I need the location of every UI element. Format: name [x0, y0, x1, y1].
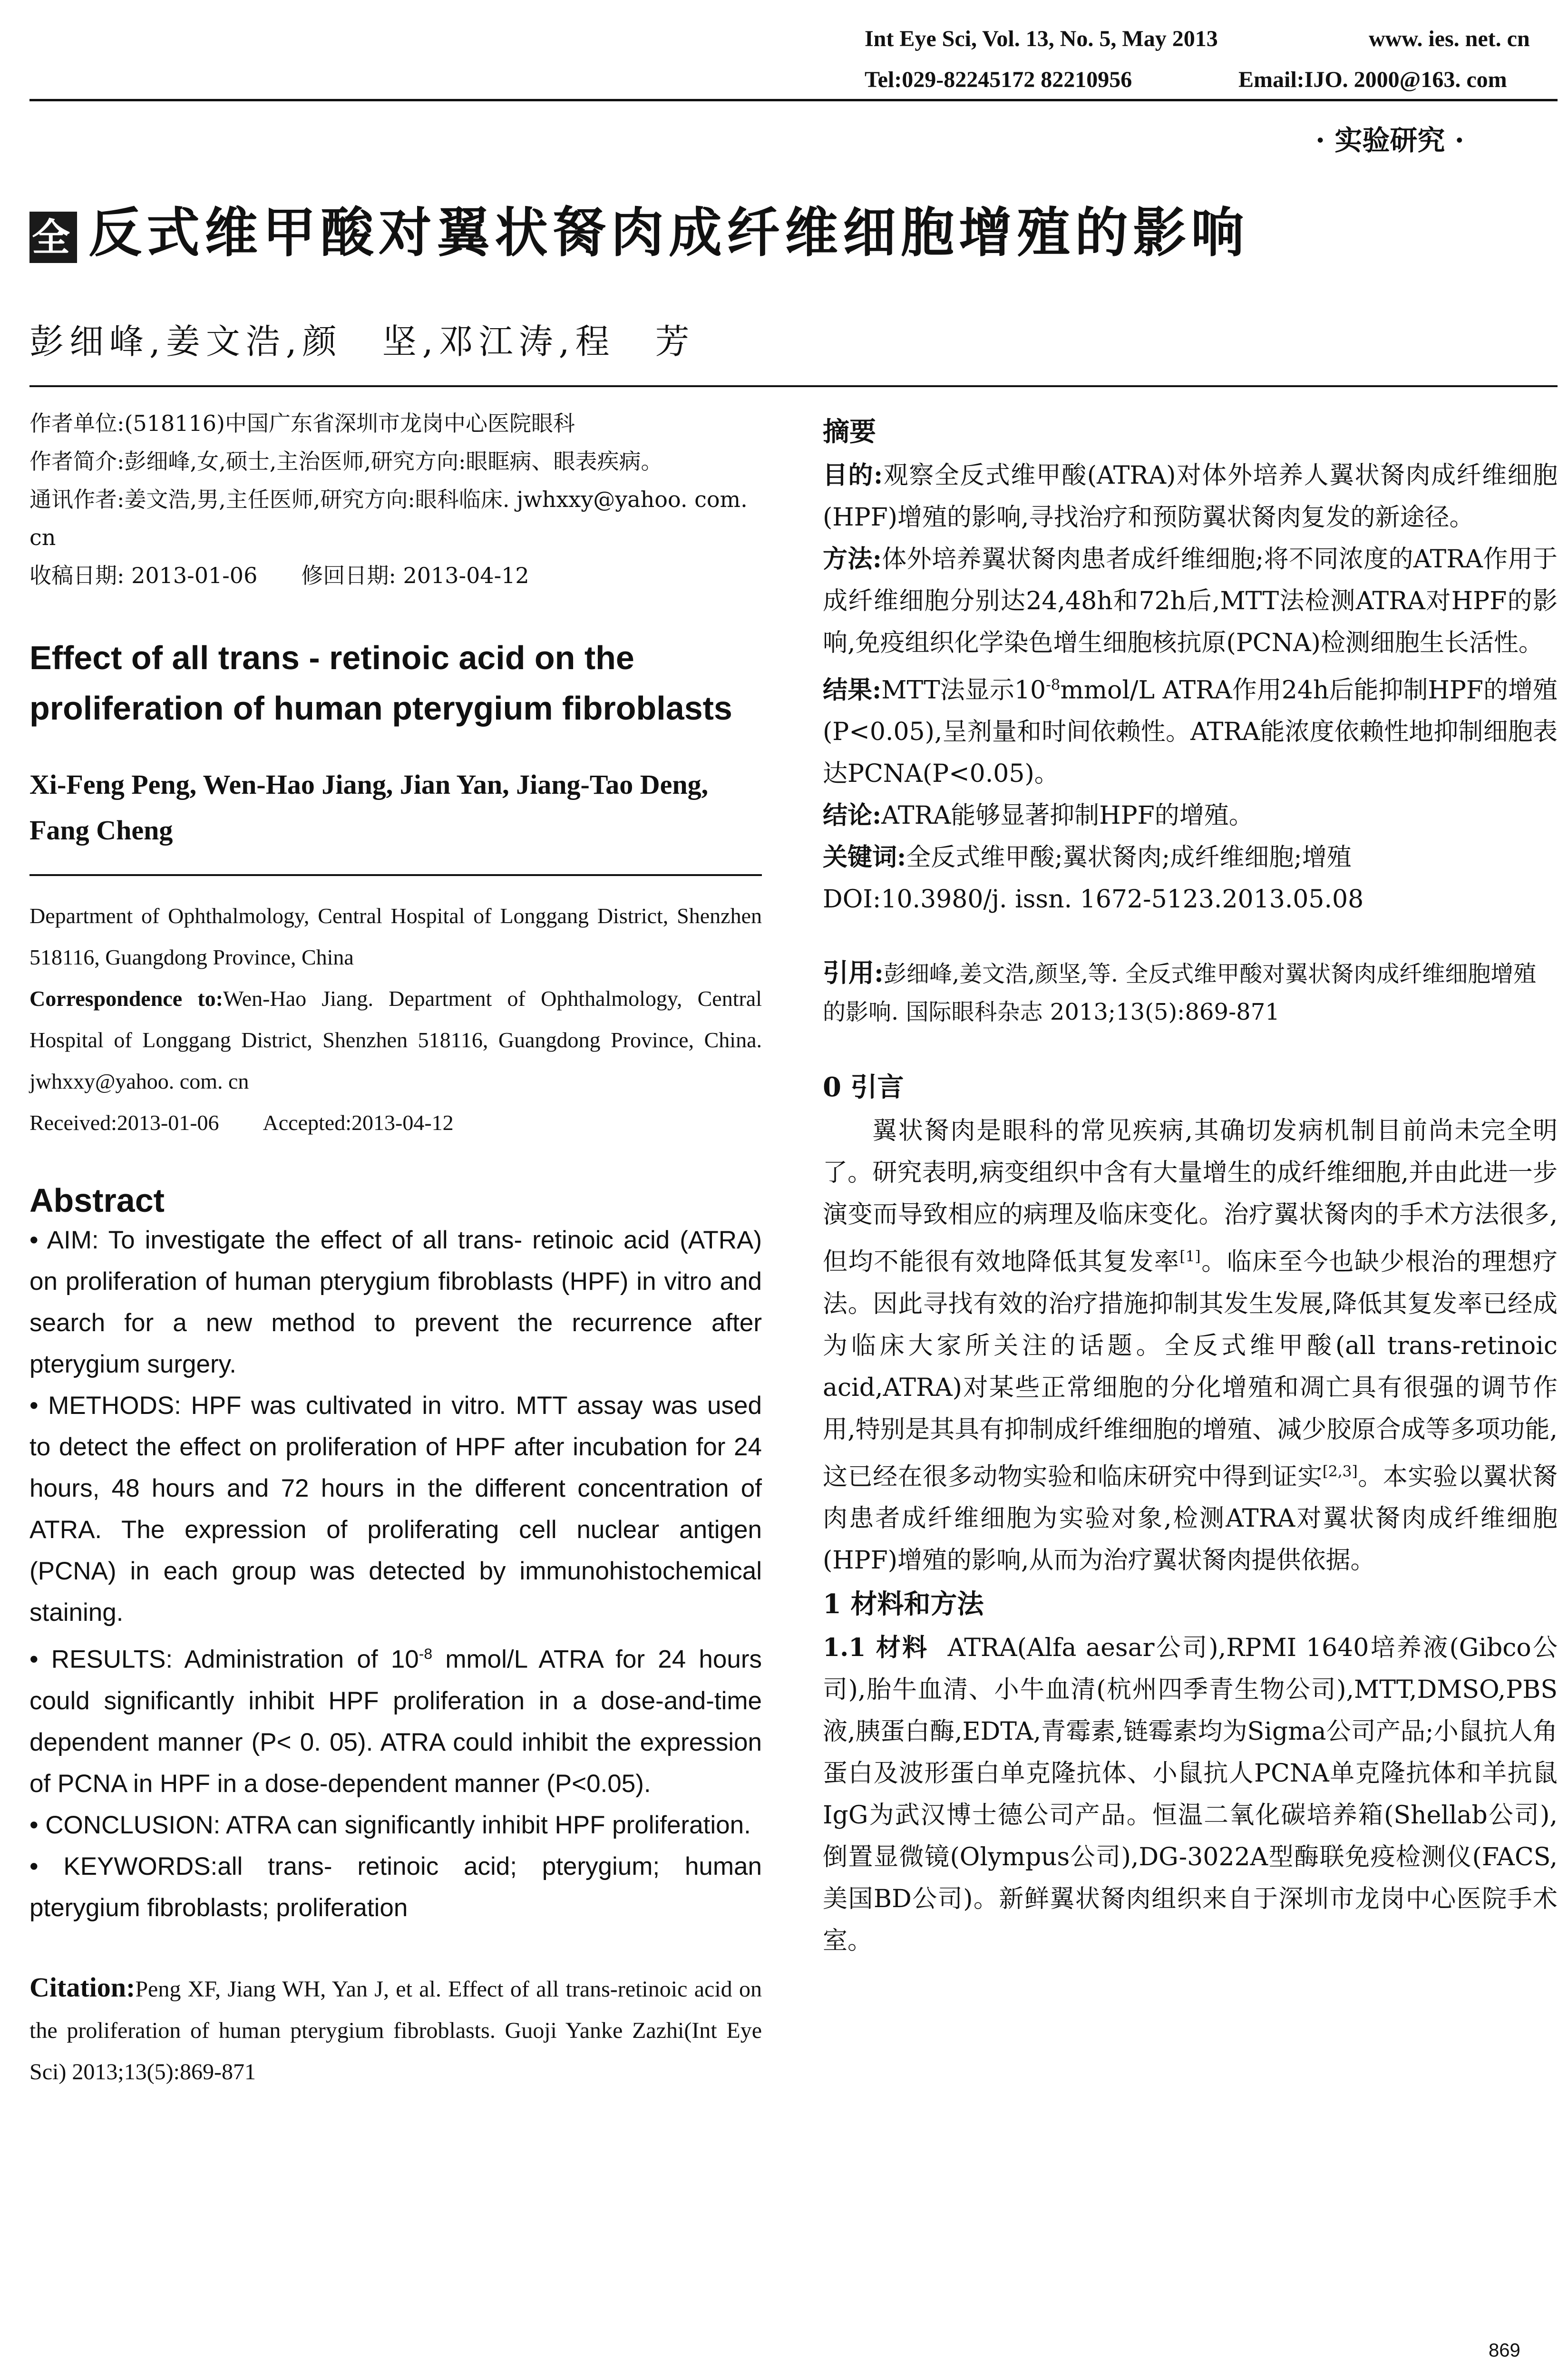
zh-aim-text: 观察全反式维甲酸(ATRA)对体外培养人翼状胬肉成纤维细胞(HPF)增殖的影响,寻找治疗和预防翼状胬肉复发的新途径。: [823, 461, 1558, 532]
english-authors-rule: [29, 874, 762, 876]
authors-rule: [29, 385, 1558, 387]
correspondence-label: Correspondence to:: [29, 986, 223, 1011]
intro-text-a: 翼状胬肉是眼科的常见疾病,其确切发病机制目前尚未完全明了。研究表明,病变组织中含有大量增生的成纤维细胞,并由此进一步演变而导致相应的病理及临床变化。治疗翼状胬肉的手术方法很多,但均不能很有效地降低其复发率: [823, 1117, 1558, 1276]
journal-tel: Tel:029-82245172 82210956: [865, 67, 1132, 92]
english-department: Department of Ophthalmology, Central Hospital of Longgang District, Shenzhen 518116, Guangdong Province, China: [29, 904, 762, 969]
abstract-results: [29, 1633, 762, 1804]
abstract-conclusion: • CONCLUSION: ATRA can significantly inhibit HPF proliferation.: [29, 1811, 751, 1839]
author-unit: 作者单位:(518116)中国广东省深圳市龙岗中心医院眼科: [29, 410, 575, 436]
zh-aim-label: 目的:: [823, 461, 883, 490]
page-title: [29, 200, 1551, 266]
zh-results: [823, 664, 1558, 795]
section-label: · 实验研究 ·: [1315, 124, 1464, 156]
intro-text-c: 。本实验以翼状胬肉患者成纤维细胞为实验对象,检测ATRA对翼状胬肉成纤维细胞(HPF)增殖的影响,从而为治疗翼状胬肉提供依据。: [823, 1462, 1558, 1575]
correspondence-text: Wen-Hao Jiang. Department of Ophthalmology, Central Hospital of Longgang District, Shenzhen 518116, Guangdong Province, China. jwhxxy@yahoo. com. cn: [29, 986, 762, 1093]
author-intro: 作者简介:彭细峰,女,硕士,主治医师,研究方向:眼眶病、眼表疾病。: [29, 448, 663, 474]
intro-heading: 0 引言: [823, 1072, 904, 1103]
zh-results-label: 结果:: [823, 675, 882, 705]
intro-ref-1: [1]: [1179, 1248, 1201, 1266]
materials-paragraph: [823, 1627, 1558, 1962]
abstract-results-post: mmol/L ATRA for 24 hours could significantly inhibit HPF proliferation in a dose-and-time dependent manner (P< 0. 05). ATRA could inhibit the expression of PCNA in HPF in a dose-dependent manner (P<0.05).: [29, 1645, 762, 1798]
intro-ref-2: [2,3]: [1322, 1462, 1358, 1480]
header-rule: [29, 99, 1558, 101]
corresponding-author: 通讯作者:姜文浩,男,主任医师,研究方向:眼科临床. jwhxxy@yahoo. com. cn: [29, 487, 748, 550]
abstract-results-pre: • RESULTS: Administration of 10: [29, 1645, 419, 1674]
right-column: [823, 409, 1558, 1962]
title-badge: 全: [29, 212, 77, 263]
authors-cn: 彭细峰,姜文浩,颜 坚,邓江涛,程 芳: [29, 321, 695, 361]
zh-methods-label: 方法:: [823, 545, 882, 574]
submission-dates: 收稿日期: 2013-01-06 修回日期: 2013-04-12: [29, 563, 529, 588]
zh-methods: [823, 538, 1558, 664]
journal-website: www. ies. net. cn: [1369, 26, 1530, 51]
zh-doi: DOI:10.3980/j. issn. 1672-5123.2013.05.08: [823, 885, 1364, 914]
materials-label: 1.1 材料: [823, 1633, 929, 1662]
english-title: Effect of all trans - retinoic acid on the proliferation of human pterygium fibroblasts: [29, 639, 732, 727]
zh-aim: [823, 455, 1558, 538]
zh-abstract-heading: 摘要: [823, 416, 876, 448]
journal-line: Int Eye Sci, Vol. 13, No. 5, May 2013: [865, 26, 1218, 51]
citation-cn-label: 引用:: [823, 957, 884, 988]
page-number: 869: [1489, 2340, 1520, 2361]
english-received: Received:2013-01-06 Accepted:2013-04-12: [29, 1111, 454, 1135]
citation-en: [29, 1967, 762, 2093]
zh-results-pre: MTT法显示10: [881, 676, 1046, 705]
zh-keywords-label: 关键词:: [823, 843, 906, 872]
zh-results-post: mmol/L ATRA作用24h后能抑制HPF的增殖(P<0.05),呈剂量和时间依赖性。ATRA能浓度依赖性地抑制细胞表达PCNA(P<0.05)。: [823, 676, 1558, 789]
english-correspondence: [29, 978, 762, 1102]
journal-email: Email:IJO. 2000@163. com: [1238, 67, 1507, 92]
materials-text: ATRA(Alfa aesar公司),RPMI 1640培养液(Gibco公司),胎牛血清、小牛血清(杭州四季青生物公司),MTT,DMSO,PBS液,胰蛋白酶,EDTA,青霉素,链霉素均为Sigma公司产品;小鼠抗人角蛋白及波形蛋白单克隆抗体、小鼠抗人PCNA单克隆抗体和羊抗鼠IgG为武汉博士德公司产品。恒温二氧化碳培养箱(Shellab公司),倒置显微镜(Olympus公司),DG-3022A型酶联免疫检测仪(FACS,美国BD公司)。新鲜翼状胬肉组织来自于深圳市龙岗中心医院手术室。: [823, 1633, 1558, 1955]
zh-conclusion-text: ATRA能够显著抑制HPF的增殖。: [881, 801, 1254, 830]
intro-paragraph: [823, 1110, 1558, 1581]
abstract-results-sup: -8: [419, 1645, 433, 1662]
left-column: [29, 404, 762, 2093]
zh-conclusion-label: 结论:: [823, 801, 882, 830]
citation-en-label: Citation:: [29, 1971, 136, 2003]
title-text: 反式维甲酸对翼状胬肉成纤维细胞增殖的影响: [88, 202, 1249, 264]
citation-cn: [823, 954, 1558, 1031]
abstract-methods: • METHODS: HPF was cultivated in vitro. MTT assay was used to detect the effect on proliferation of HPF after incubation for 24 hours, 48 hours and 72 hours in the different concentration of ATRA. The expression of proliferating cell nuclear antigen (PCNA) in each group was detected by immunohistochemical staining.: [29, 1392, 762, 1627]
english-authors: Xi-Feng Peng, Wen-Hao Jiang, Jian Yan, Jiang-Tao Deng, Fang Cheng: [29, 769, 709, 846]
abstract-aim: • AIM: To investigate the effect of all trans- retinoic acid (ATRA) on proliferation of human pterygium fibroblasts (HPF) in vitro and search for a new method to prevent the recurrence after pterygium surgery.: [29, 1226, 762, 1378]
zh-results-sup: -8: [1046, 676, 1061, 693]
abstract-heading: Abstract: [29, 1182, 165, 1219]
citation-cn-text: 彭细峰,姜文浩,颜坚,等. 全反式维甲酸对翼状胬肉成纤维细胞增殖的影响. 国际眼科杂志 2013;13(5):869-871: [823, 961, 1537, 1026]
zh-keywords: [823, 837, 1558, 878]
zh-methods-text: 体外培养翼状胬肉患者成纤维细胞;将不同浓度的ATRA作用于成纤维细胞分别达24,48h和72h后,MTT法检测ATRA对HPF的影响,免疫组织化学染色增生细胞核抗原(PCNA)检测细胞生长活性。: [823, 545, 1558, 657]
intro-text-b: 。临床至今也缺少根治的理想疗法。因此寻找有效的治疗措施抑制其发生发展,降低其复发率已经成为临床大家所关注的话题。全反式维甲酸(all trans-retinoic acid,ATRA)对某些正常细胞的分化增殖和凋亡具有很强的调节作用,特别是其具有抑制成纤维细胞的增殖、减少胶原合成等多项功能,这已经在很多动物实验和临床研究中得到证实: [823, 1247, 1558, 1491]
citation-en-text: Peng XF, Jiang WH, Yan J, et al. Effect of all trans-retinoic acid on the proliferation of human pterygium fibroblasts. Guoji Yanke Zazhi(Int Eye Sci) 2013;13(5):869-871: [29, 1976, 762, 2085]
zh-conclusion: [823, 795, 1558, 837]
abstract-keywords: • KEYWORDS:all trans- retinoic acid; pterygium; human pterygium fibroblasts; proliferation: [29, 1852, 762, 1922]
methods-heading: 1 材料和方法: [823, 1588, 984, 1620]
zh-keywords-text: 全反式维甲酸;翼状胬肉;成纤维细胞;增殖: [906, 843, 1352, 872]
